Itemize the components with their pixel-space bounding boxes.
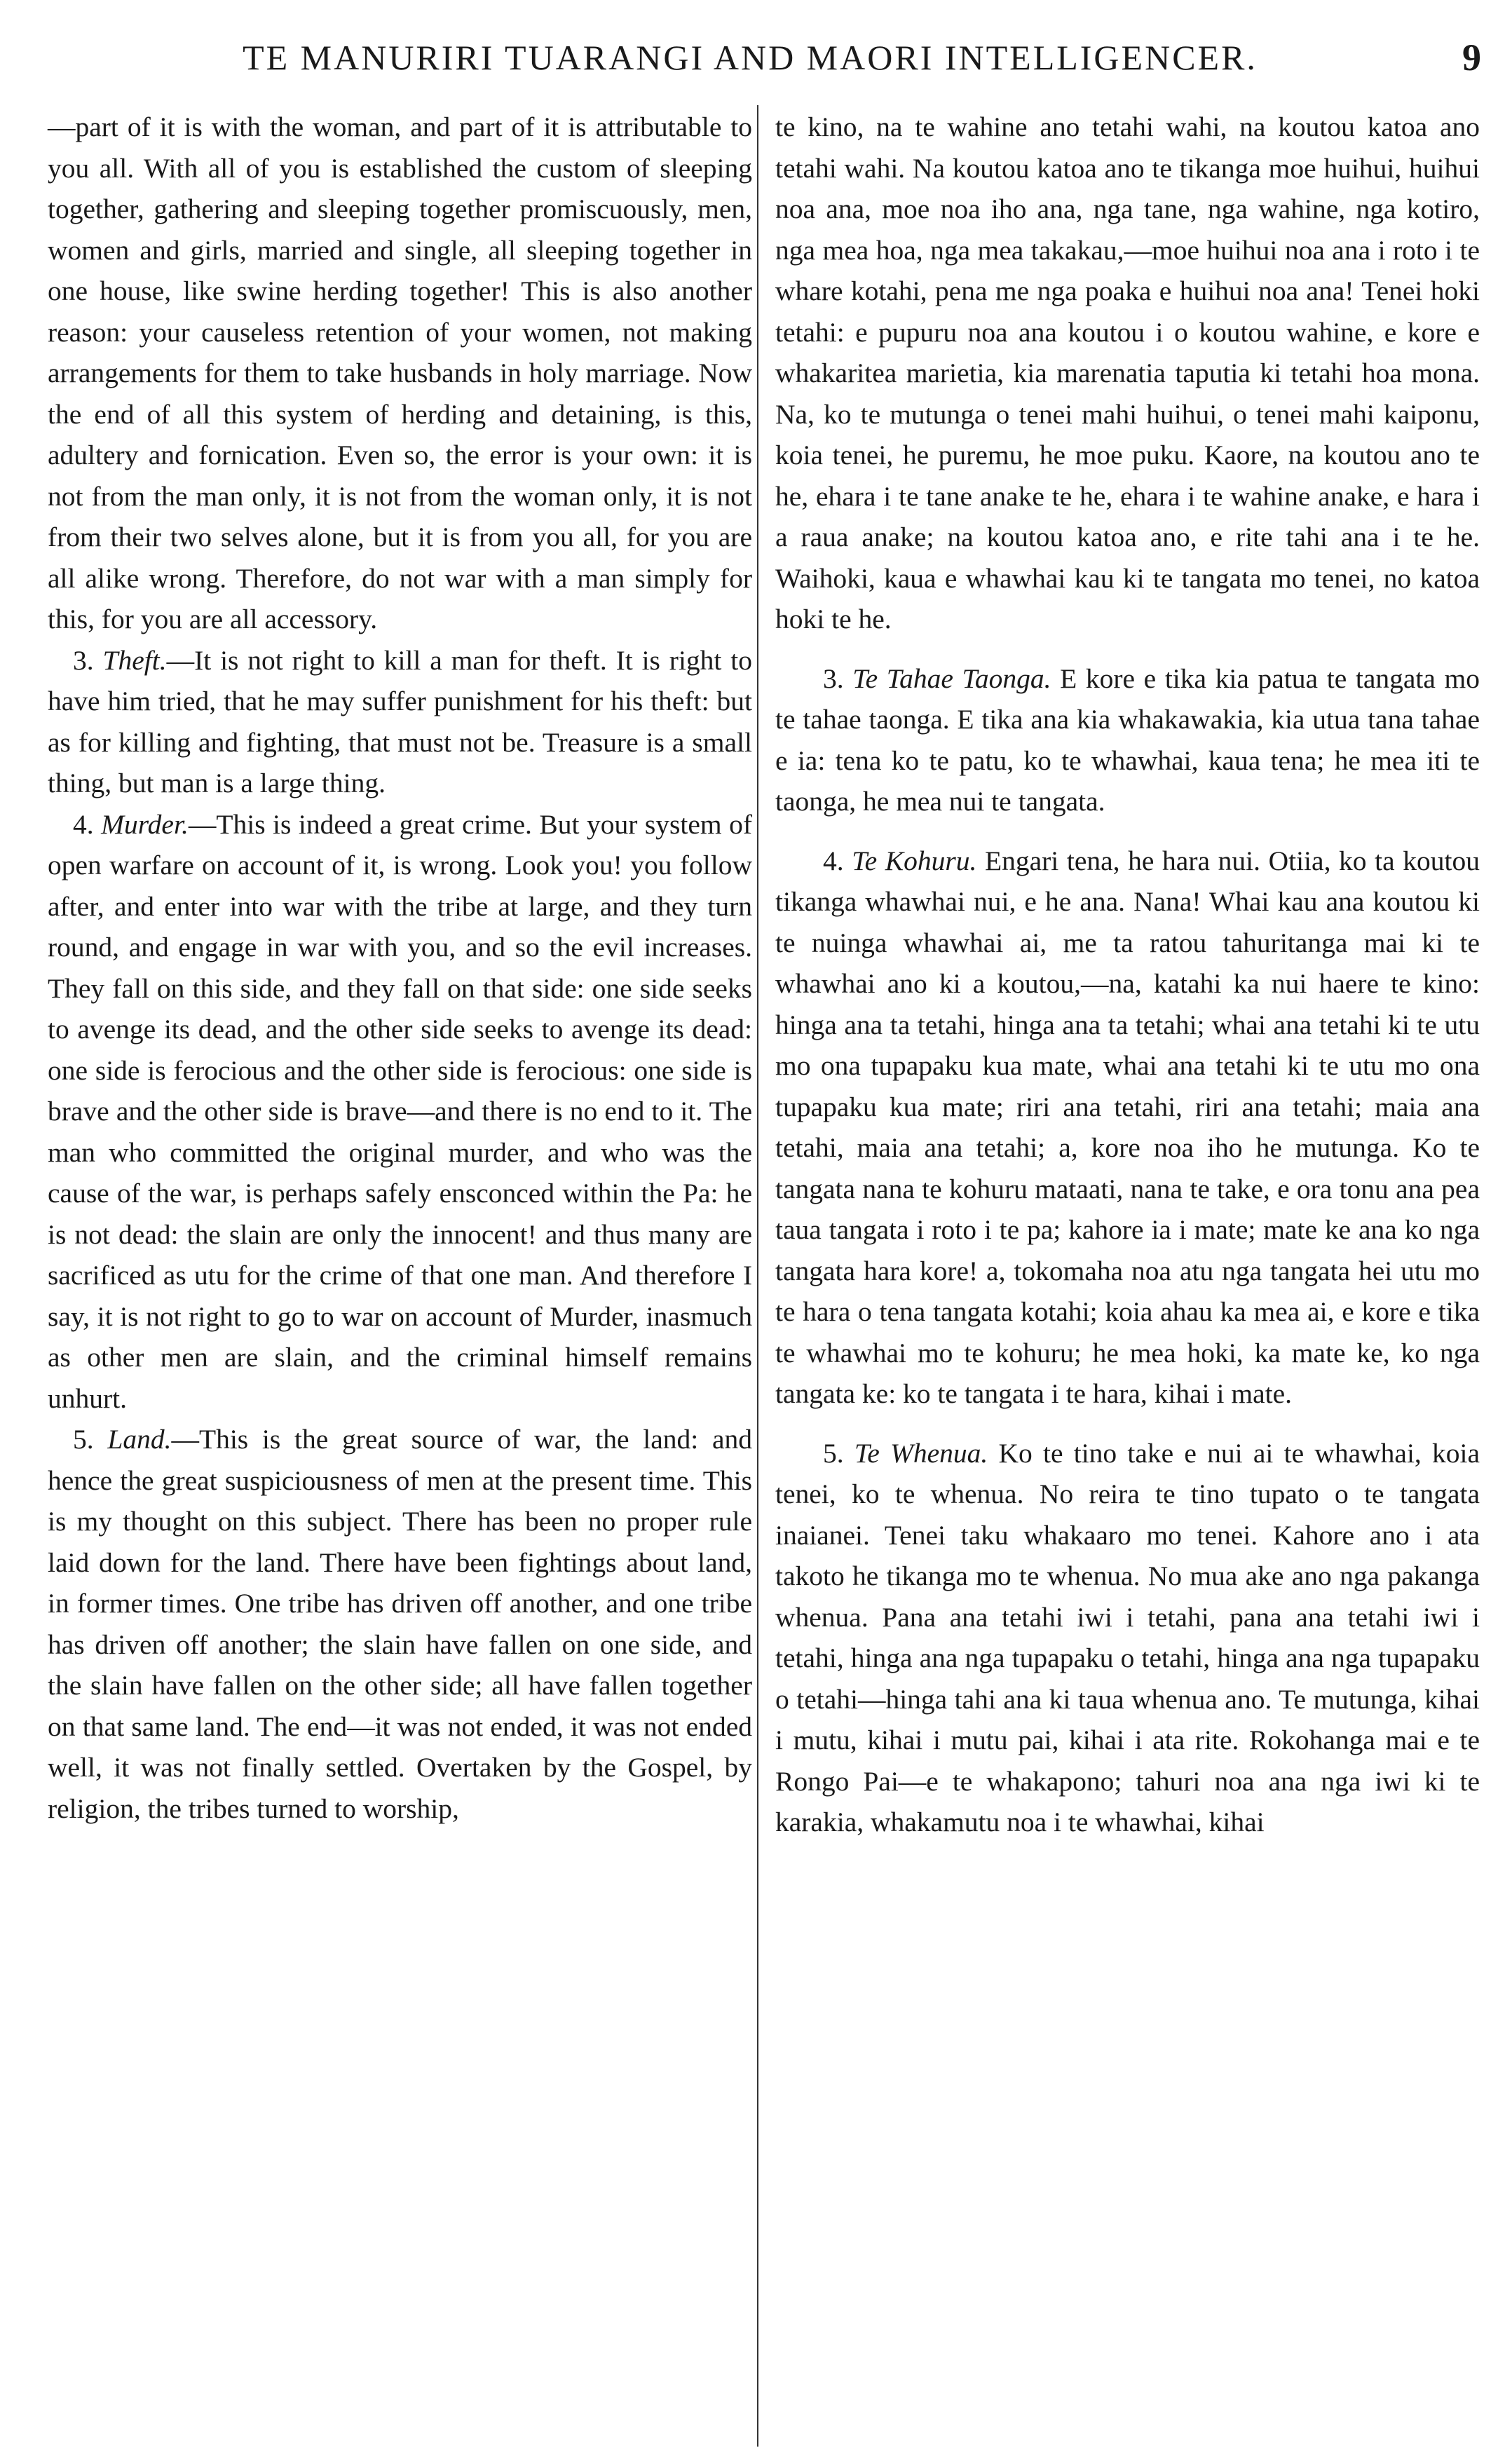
- section-text: —It is not right to kill a man for theft. It is right to have him tried, that he may suffer punishment for his theft: but as for killing and fighting, that must not be. Treasure is a small thing, but man is a large thing.: [48, 644, 753, 798]
- english-section-theft: [48, 640, 752, 804]
- section-heading: Murder.: [101, 808, 189, 840]
- section-number: 3.: [823, 662, 844, 694]
- running-head: TE MANURIRI TUARANGI AND MAORI INTELLIGENCER.: [243, 38, 1258, 77]
- section-text: Engari tena, he hara nui. Otiia, ko ta koutou tikanga whawhai nui, e he ana. Nana! Whai kau ana koutou ki te nuinga whawhai ai, me ta ratou tahuritanga mai ki te whawhai ano ki a koutou,—na, katahi ka nui haere te kino: hinga ana ta tetahi, hinga ana ta tetahi; whai ana tetahi ki te utu mo ona tupapaku kua mate, whai ana tetahi ki te utu mo ona tupapaku kua mate; riri ana tetahi, riri ana tetahi; maia ana tetahi, maia ana tetahi; a, kore noa iho he mutunga. Ko te tangata nana te kohuru mataati, nana te take, e ora tonu ana pea taua tangata i roto i te pa; kahore ia i mate; mate ke ana ko nga tangata hara kore! a, tokomaha noa atu nga tangata hei utu mo te hara o tena tangata kotahi; koia ahau ka mea ai, e kore e tika te whawhai mo te kohuru; he mea hoki, ka mate ke, ko nga tangata ke: ko te tangata i te hara, kihai i mate.: [775, 845, 1480, 1409]
- section-heading: Land.: [107, 1424, 172, 1455]
- section-text: Ko te tino take e nui ai te whawhai, koia tenei, ko te whenua. No reira te tino tupato o te tangata inaianei. Tenei taku whakaaro mo tenei. Kahore ano i ata takoto he tikanga mo te whenua. No mua ake ano nga pakanga whenua. Pana ana tetahi iwi i tetahi, pana ana tetahi iwi i tetahi, hinga ana nga tupapaku o tetahi, hinga ana nga tupapaku o tetahi—hinga tahi ana ki taua whenua ano. Te mutunga, kihai i mutu, kihai i mutu pai, kihai i ata rite. Rokohanga mai e te Rongo Pai—e te whakapono; tahuri noa ana nga iwi ki te karakia, whakamutu noa i te whawhai, kihai: [775, 1437, 1480, 1837]
- section-number: 5.: [73, 1424, 94, 1455]
- section-number: 3.: [73, 644, 94, 676]
- paragraph-gap: [775, 822, 1480, 841]
- section-number: 4.: [823, 845, 844, 876]
- paragraph-gap: [775, 1415, 1480, 1433]
- english-section-murder: [48, 804, 752, 1420]
- section-text: —This is indeed a great crime. But your system of open warfare on account of it, is wrong. Look you! you follow after, and enter into war with the tribe at large, and they turn round, and engage in war with you, and so the evil increases. They fall on this side, and they fall on that side: one side seeks to avenge its dead, and the other side seeks to avenge its dead: one side is ferocious and the other side is ferocious: one side is brave and the other side is brave—and there is no end to it. The man who committed the original murder, and who was the cause of the war, is perhaps safely ensconced within the Pa: he is not dead: the slain are only the innocent! and thus many are sacrificed as utu for the crime of that one man. And therefore I say, it is not right to go to war on account of Murder, inasmuch as other men are slain, and the criminal himself remains unhurt.: [48, 808, 753, 1414]
- english-section-land: [48, 1419, 752, 1829]
- page-number: 9: [1462, 36, 1481, 79]
- section-heading: Te Kohuru.: [852, 845, 977, 876]
- section-number: 4.: [73, 808, 94, 840]
- section-heading: Te Whenua.: [854, 1437, 988, 1469]
- column-divider: [757, 105, 758, 2447]
- english-column: [48, 107, 752, 1829]
- maori-section-kohuru: [775, 841, 1480, 1415]
- section-text: —This is the great source of war, the land: and hence the great suspiciousness of men at the present time. This is my thought on this subject. There has been no proper rule laid down for the land. There have been fightings about land, in former times. One tribe has driven off another, and one tribe has driven off another; the slain have fallen on one side, and the slain have fallen on the other side; all have fallen together on that same land. The end—it was not ended, it was not ended well, it was not finally settled. Overtaken by the Gospel, by religion, the tribes turned to worship,: [48, 1424, 753, 1824]
- section-text: E kore e tika kia patua te tangata mo te tahae taonga. E tika ana kia whakawakia, kia utua tana tahae e ia: tena ko te patu, ko te whawhai, kaua tena; he mea iti te taonga, he mea nui te tangata.: [775, 662, 1480, 817]
- english-intro-paragraph: —part of it is with the woman, and part of it is attributable to you all. With all of you is established the custom of sleeping together, gathering and sleeping together promiscuously, men, women and girls, married and single, all sleeping together in one house, like swine herding together! This is also another reason: your causeless retention of your women, not making arrangements for them to take husbands in holy marriage. Now the end of all this system of herding and detaining, is this, adultery and fornication. Even so, the error is your own: it is not from the man only, it is not from the woman only, it is not from their two selves alone, but it is from you all, for you are all alike wrong. Therefore, do not war with a man simply for this, for you are all accessory.: [48, 111, 752, 634]
- section-heading: Theft.: [102, 644, 167, 676]
- section-number: 5.: [823, 1437, 844, 1469]
- paragraph-gap: [775, 640, 1480, 658]
- maori-intro-paragraph: te kino, na te wahine ano tetahi wahi, na koutou katoa ano tetahi wahi. Na koutou katoa ano te tikanga moe huihui, huihui noa ana, moe noa iho ana, nga tane, nga wahine, nga kotiro, nga mea hoa, nga mea takakau,—moe huihui noa ana i roto i te whare kotahi, pena me nga poaka e huihui noa ana! Tenei hoki tetahi: e pupuru noa ana koutou i o koutou wahine, e kore e whakaritea marietia, kia marenatia taputia ki tetahi hoa mona. Na, ko te mutunga o tenei mahi huihui, o tenei mahi kaiponu, koia tenei, he puremu, he moe puku. Kaore, na koutou ano te he, ehara i te tane anake te he, ehara i te wahine anake, e hara i a raua anake; na koutou katoa ano, e rite tahi ana i te he. Waihoki, kaua e whawhai kau ki te tangata mo tenei, no katoa hoki te he.: [775, 111, 1480, 634]
- maori-section-whenua: [775, 1433, 1480, 1843]
- maori-section-tahae: [775, 658, 1480, 822]
- maori-column: [775, 107, 1480, 1843]
- section-heading: Te Tahae Taonga.: [852, 662, 1051, 694]
